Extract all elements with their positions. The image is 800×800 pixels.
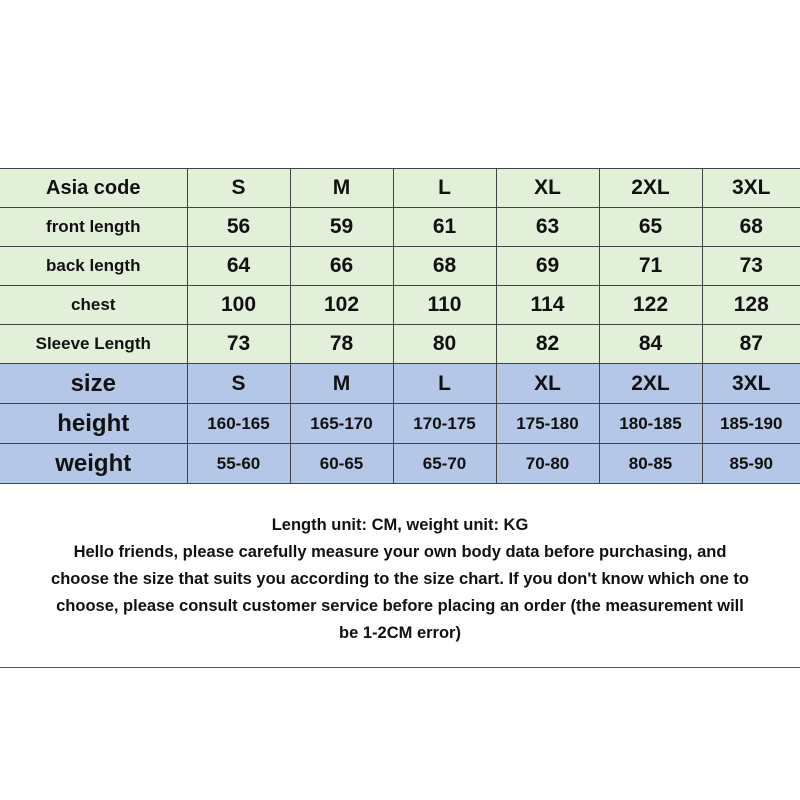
table-cell: 63 (496, 208, 599, 247)
table-row-front-length (0, 208, 800, 247)
table-cell: 65 (599, 208, 702, 247)
note-line: be 1-2CM error) (339, 624, 461, 642)
row-label: height (0, 404, 187, 444)
asia-size-cell: 2XL (599, 169, 702, 208)
row-label: weight (0, 444, 187, 484)
asia-size-cell: 3XL (702, 169, 800, 208)
table-cell: 84 (599, 325, 702, 364)
table-cell: 85-90 (702, 444, 800, 484)
table-cell: 175-180 (496, 404, 599, 444)
size-header-row (0, 364, 800, 404)
table-cell: 180-185 (599, 404, 702, 444)
unit-note: Length unit: CM, weight unit: KG (271, 516, 529, 534)
size-label: size (0, 364, 187, 404)
table-row-height (0, 404, 800, 444)
table-cell: 114 (496, 286, 599, 325)
table-cell: 165-170 (290, 404, 393, 444)
table-cell: 65-70 (393, 444, 496, 484)
table-cell: 110 (393, 286, 496, 325)
table-cell: 71 (599, 247, 702, 286)
note-line: choose the size that suits you according to the size chart. If you don't know which one to (51, 570, 749, 588)
table-cell: 185-190 (702, 404, 800, 444)
table-cell: 170-175 (393, 404, 496, 444)
table-cell: 66 (290, 247, 393, 286)
row-label: back length (0, 247, 187, 286)
asia-size-cell: M (290, 169, 393, 208)
table-cell: 102 (290, 286, 393, 325)
row-label: Sleeve Length (0, 325, 187, 364)
table-cell: 100 (187, 286, 290, 325)
table-cell: 73 (187, 325, 290, 364)
table-cell: 61 (393, 208, 496, 247)
table-cell: 56 (187, 208, 290, 247)
size-notes (0, 512, 800, 668)
asia-size-cell: L (393, 169, 496, 208)
size-cell: XL (496, 364, 599, 404)
table-cell: 73 (702, 247, 800, 286)
table-cell: 70-80 (496, 444, 599, 484)
table-cell: 87 (702, 325, 800, 364)
note-line: Hello friends, please carefully measure your own body data before purchasing, and (73, 543, 727, 561)
note-line: choose, please consult customer service before placing an order (the measurement will (56, 597, 744, 615)
table-row-back-length (0, 247, 800, 286)
table-row-weight (0, 444, 800, 484)
row-label: front length (0, 208, 187, 247)
table-cell: 68 (393, 247, 496, 286)
asia-size-cell: XL (496, 169, 599, 208)
table-cell: 55-60 (187, 444, 290, 484)
table-cell: 68 (702, 208, 800, 247)
table-cell: 78 (290, 325, 393, 364)
size-cell: 3XL (702, 364, 800, 404)
table-cell: 160-165 (187, 404, 290, 444)
size-cell: S (187, 364, 290, 404)
table-cell: 59 (290, 208, 393, 247)
table-row-sleeve-length (0, 325, 800, 364)
table-cell: 80 (393, 325, 496, 364)
table-cell: 82 (496, 325, 599, 364)
asia-code-label: Asia code (0, 169, 187, 208)
table-row-chest (0, 286, 800, 325)
row-label: chest (0, 286, 187, 325)
size-cell: 2XL (599, 364, 702, 404)
table-cell: 64 (187, 247, 290, 286)
table-cell: 69 (496, 247, 599, 286)
table-cell: 128 (702, 286, 800, 325)
table-cell: 122 (599, 286, 702, 325)
size-cell: L (393, 364, 496, 404)
table-cell: 80-85 (599, 444, 702, 484)
asia-size-cell: S (187, 169, 290, 208)
size-cell: M (290, 364, 393, 404)
size-chart-table (0, 168, 800, 484)
table-cell: 60-65 (290, 444, 393, 484)
asia-code-header-row (0, 169, 800, 208)
